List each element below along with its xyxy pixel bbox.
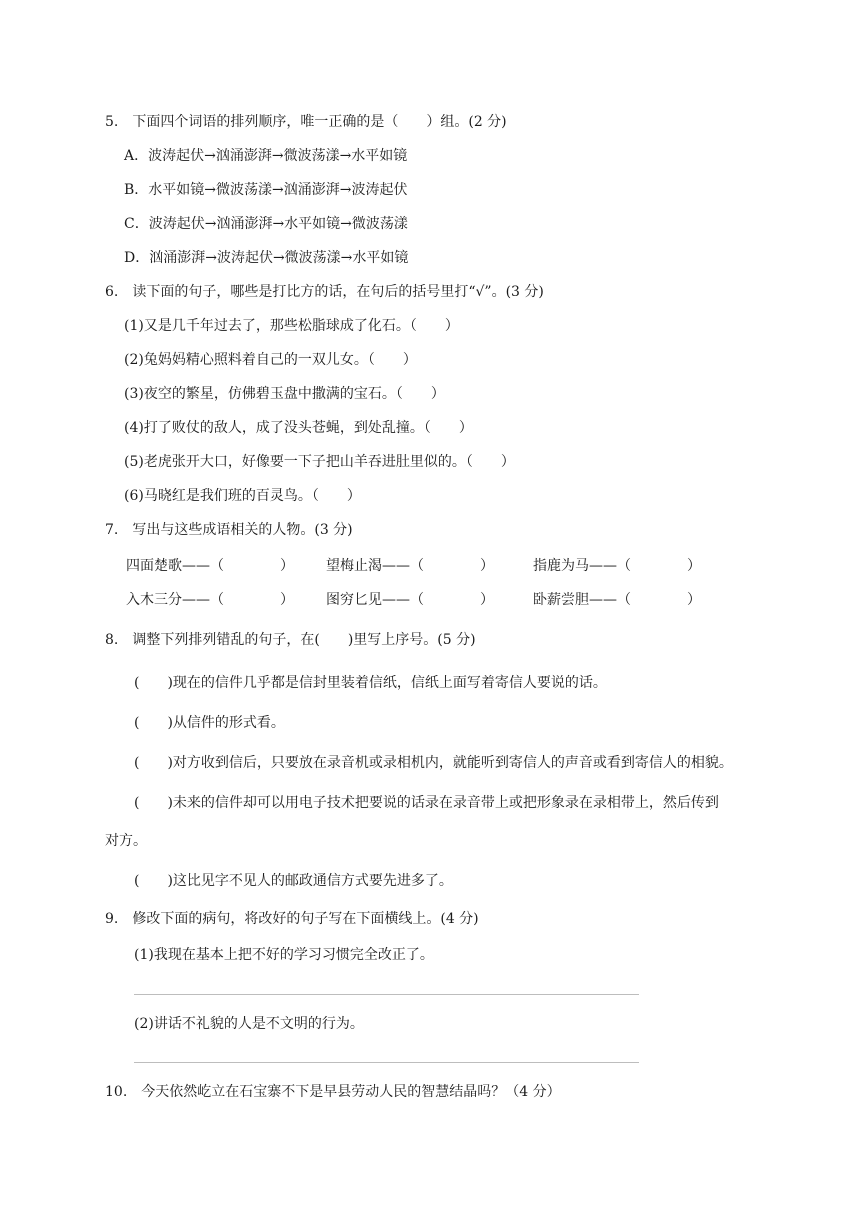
q9-answer-line-1[interactable] (134, 994, 639, 995)
q8-sentence-2: ( )从信件的形式看。 (134, 715, 285, 731)
q7-idiom-1: 四面楚歌——（ ） (126, 558, 294, 574)
q6-item-2: (2)兔妈妈精心照料着自己的一双儿女。（ ） (124, 352, 417, 368)
q9-stem: 9. 修改下面的病句，将改好的句子写在下面横线上。(4 分) (105, 911, 479, 927)
q7-idiom-3: 指鹿为马——（ ） (533, 558, 701, 574)
q8-sentence-1: ( )现在的信件几乎都是信封里装着信纸，信纸上面写着寄信人要说的话。 (134, 675, 607, 691)
q8-stem: 8. 调整下列排列错乱的句子，在( )里写上序号。(5 分) (105, 632, 476, 648)
q6-stem: 6. 读下面的句子，哪些是打比方的话，在句后的括号里打“√”。(3 分) (105, 284, 544, 300)
q9-item-1: (1)我现在基本上把不好的学习习惯完全改正了。 (134, 947, 434, 963)
q10-stem: 10. 今天依然屹立在石宝寨不下是早县劳动人民的智慧结晶吗？（4 分） (105, 1084, 561, 1100)
q7-idiom-2: 望梅止渴——（ ） (326, 558, 494, 574)
q8-sentence-4: ( )未来的信件却可以用电子技术把要说的话录在录音带上或把形象录在录相带上，然后传到 (134, 795, 719, 811)
q6-item-3: (3)夜空的繁星，仿佛碧玉盘中撒满的宝石。（ ） (124, 386, 445, 402)
q9-answer-line-2[interactable] (134, 1062, 639, 1063)
q6-item-5: (5)老虎张开大口，好像要一下子把山羊吞进肚里似的。（ ） (124, 454, 515, 470)
q6-item-4: (4)打了败仗的敌人，成了没头苍蝇，到处乱撞。（ ） (124, 420, 473, 436)
q8-sentence-4-continuation: 对方。 (105, 833, 147, 849)
q5-option-b: B．水平如镜→微波荡漾→汹涌澎湃→波涛起伏 (124, 182, 408, 198)
q7-idiom-5: 图穷匕见——（ ） (326, 592, 494, 608)
q8-sentence-5: ( )这比见字不见人的邮政通信方式要先进多了。 (134, 873, 453, 889)
q5-option-d: D．汹涌澎湃→波涛起伏→微波荡漾→水平如镜 (124, 250, 409, 266)
q5-option-c: C．波涛起伏→汹涌澎湃→水平如镜→微波荡漾 (124, 216, 408, 232)
q6-item-6: (6)马晓红是我们班的百灵鸟。（ ） (124, 488, 361, 504)
q6-item-1: (1)又是几千年过去了，那些松脂球成了化石。（ ） (124, 318, 459, 334)
q8-sentence-3: ( )对方收到信后，只要放在录音机或录相机内，就能听到寄信人的声音或看到寄信人的相貌。 (134, 755, 733, 771)
q7-idiom-4: 入木三分——（ ） (126, 592, 294, 608)
q5-stem: 5. 下面四个词语的排列顺序，唯一正确的是（ ）组。(2 分) (105, 114, 507, 130)
q7-idiom-6: 卧薪尝胆——（ ） (533, 592, 701, 608)
q9-item-2: (2)讲话不礼貌的人是不文明的行为。 (134, 1016, 364, 1032)
q7-stem: 7. 写出与这些成语相关的人物。(3 分) (105, 522, 353, 538)
q5-option-a: A．波涛起伏→汹涌澎湃→微波荡漾→水平如镜 (124, 148, 408, 164)
